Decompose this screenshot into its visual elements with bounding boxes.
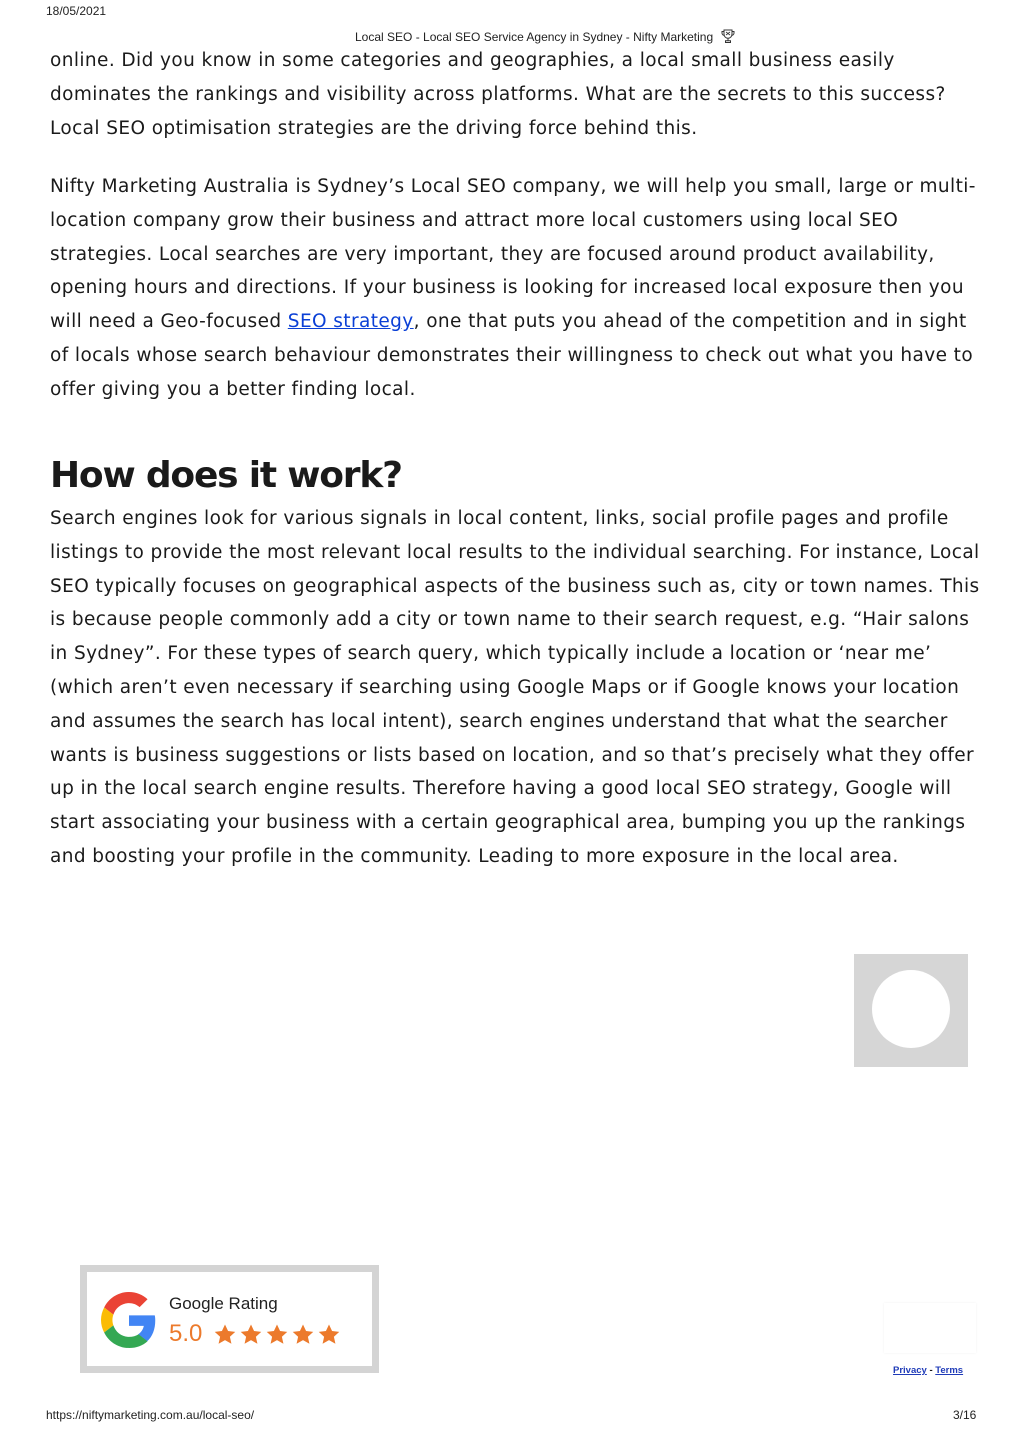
google-rating-badge[interactable] bbox=[80, 1265, 379, 1373]
chat-widget-circle bbox=[872, 970, 950, 1048]
page-number: 3/16 bbox=[953, 1408, 977, 1422]
recaptcha-links bbox=[893, 1365, 963, 1376]
google-logo-icon bbox=[101, 1292, 157, 1352]
page-title-text: Local SEO - Local SEO Service Agency in Sydney - Nifty Marketing bbox=[355, 30, 714, 44]
chat-widget-placeholder[interactable] bbox=[854, 954, 968, 1067]
recaptcha-badge bbox=[884, 1303, 976, 1353]
star-icon bbox=[213, 1323, 237, 1346]
seo-strategy-link[interactable]: SEO strategy bbox=[287, 311, 414, 333]
star-icon bbox=[265, 1323, 289, 1346]
star-icon bbox=[239, 1323, 263, 1346]
rating-value: 5.0 bbox=[169, 1320, 203, 1347]
intro-paragraph-end: online. Did you know in some categories and geographies, a local small business easily dominates the rankings and visibility across platforms. What are the secrets to this success? Local SEO optimisation strategies are the driving force behind this. bbox=[50, 50, 946, 139]
rating-stars bbox=[213, 1323, 341, 1346]
star-icon bbox=[317, 1323, 341, 1346]
company-paragraph-text: Nifty Marketing Australia is Sydney’s Local SEO company, we will help you small, large or multi-location company grow their business and attract more local customers using local SEO strategies. Local searches are very important, they are focused around product availability, opening hours and directions. If your business is looking for increased local exposure then you will need a Geo-focused bbox=[50, 176, 976, 333]
privacy-link[interactable]: Privacy bbox=[893, 1365, 927, 1376]
print-date: 18/05/2021 bbox=[46, 4, 107, 18]
page-url: https://niftymarketing.com.au/local-seo/ bbox=[46, 1408, 255, 1422]
recaptcha-separator: - bbox=[926, 1365, 936, 1376]
rating-label: Google Rating bbox=[169, 1294, 278, 1313]
star-icon bbox=[291, 1323, 315, 1346]
company-paragraph bbox=[50, 170, 980, 407]
google-rating-inner bbox=[87, 1272, 372, 1366]
section-heading: How does it work? bbox=[50, 455, 402, 496]
terms-link[interactable]: Terms bbox=[935, 1365, 964, 1376]
how-it-works-paragraph: Search engines look for various signals in local content, links, social profile pages and profile listings to provide the most relevant local results to the individual searching. For instance, Local SEO typically focuses on geographical aspects of the business such as, city or town names. This is because people commonly add a city or town name to their search request, e.g. “Hair salons in Sydney”. For these types of search query, which typically include a location or ‘near me’ (which aren’t even necessary if searching using Google Maps or if Google knows your location and assumes the search has local intent), search engines understand that what the searcher wants is business suggestions or lists based on location, and so that’s precisely what they offer up in the local search engine results. Therefore having a good local SEO strategy, Google will start associating your business with a certain geographical area, bumping you up the rankings and boosting your profile in the community. Leading to more exposure in the local area. bbox=[50, 508, 980, 867]
company-paragraph-text-end: , one that puts you ahead of the competition and in sight of locals whose search behaviour demonstrates their willingness to check out what you have to offer giving you a better finding local. bbox=[50, 311, 974, 400]
